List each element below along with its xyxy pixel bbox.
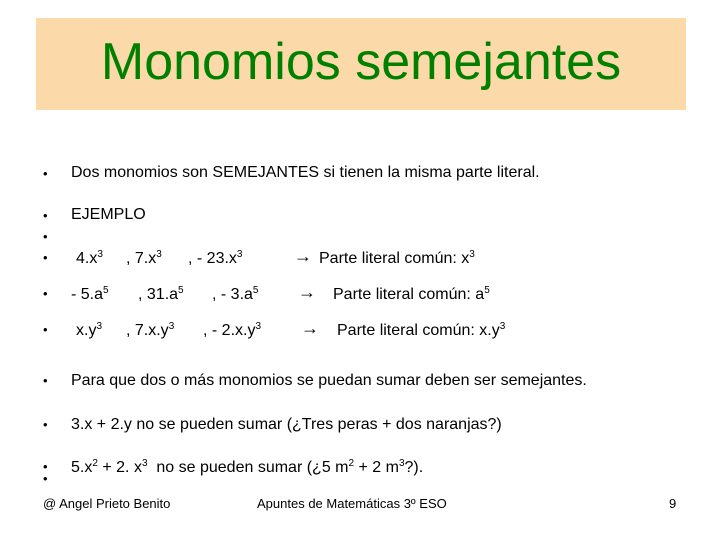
right-arrow-icon: → — [298, 282, 316, 302]
bullet-icon: • — [43, 471, 48, 486]
bullet-icon: • — [43, 459, 48, 474]
bullet-icon: • — [43, 322, 48, 337]
footer-course: Apuntes de Matemáticas 3º ESO — [257, 496, 447, 511]
rule-text: Para que dos o más monomios se puedan sumar deben ser semejantes. — [71, 372, 587, 389]
page-title: Monomios semejantes — [100, 33, 622, 91]
definition-text: Dos monomios son SEMEJANTES si tienen la misma parte literal. — [71, 164, 540, 181]
page-number: 9 — [669, 496, 677, 511]
footer-author: @ Angel Prieto Benito — [43, 496, 171, 511]
bullet-icon: • — [43, 373, 48, 388]
bullet-icon: • — [43, 208, 48, 223]
bullet-icon: • — [43, 250, 48, 265]
title-banner — [36, 18, 686, 110]
counter-example-text: 3.x + 2.y no se pueden sumar (¿Tres peras + dos naranjas?) — [71, 416, 502, 433]
bullet-icon: • — [43, 229, 48, 244]
bullet-icon: • — [43, 286, 48, 301]
counter-example-2: $5.x^2 + 2$. $x^3$ no se pueden sumar (¿5 $m^2 + 2$ $m^3$?). — [71, 458, 424, 476]
bullet-icon: • — [43, 166, 48, 181]
example-heading: EJEMPLO — [71, 206, 146, 223]
bullet-icon: • — [43, 417, 48, 432]
right-arrow-icon: → — [301, 318, 319, 338]
right-arrow-icon: → — [294, 246, 312, 266]
